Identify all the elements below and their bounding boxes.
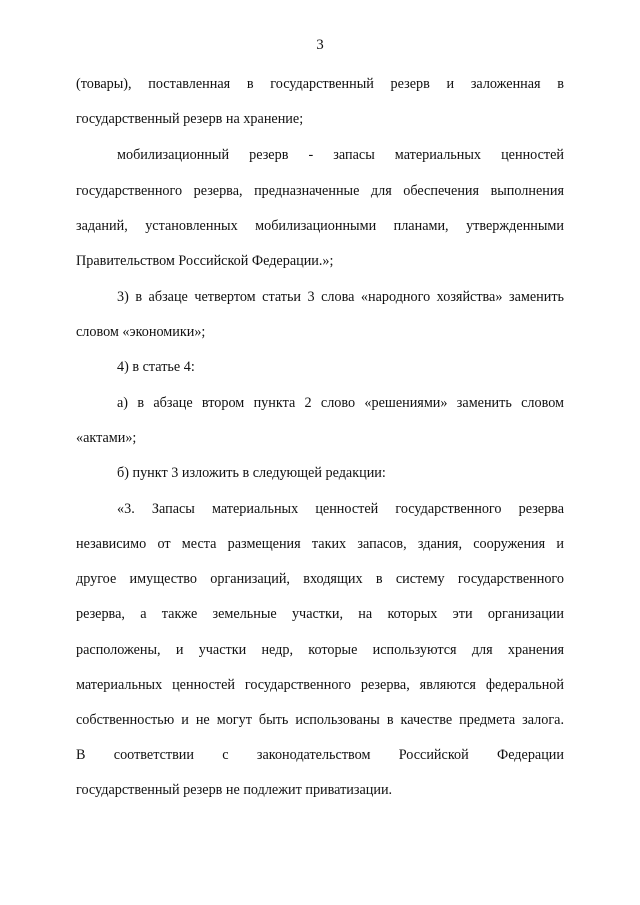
text-line: словом «экономики»; (76, 324, 206, 340)
page-number: 3 (316, 37, 324, 53)
text-line: Правительством Российской Федерации.»; (76, 253, 334, 269)
text-line: «3. Запасы материальных ценностей государственного резерва (117, 501, 564, 517)
text-line: независимо от места размещения таких запасов, здания, сооружения и (76, 536, 564, 552)
text-line: государственный резерв на хранение; (76, 111, 304, 127)
text-line: 4) в статье 4: (117, 359, 195, 375)
text-line: «актами»; (76, 430, 137, 446)
text-line: государственного резерва, предназначенные для обеспечения выполнения (76, 183, 564, 199)
text-line: (товары), поставленная в государственный резерв и заложенная в (76, 76, 564, 92)
text-line: б) пункт 3 изложить в следующей редакции: (117, 465, 386, 481)
text-line: расположены, и участки недр, которые используются для хранения (76, 642, 564, 658)
text-line: а) в абзаце втором пункта 2 слово «решениями» заменить словом (117, 395, 564, 411)
text-line: другое имущество организаций, входящих в систему государственного (76, 571, 564, 587)
text-line: резерва, а также земельные участки, на которых эти организации (76, 606, 564, 622)
text-line: материальных ценностей государственного резерва, являются федеральной (76, 677, 564, 693)
text-line: заданий, установленных мобилизационными планами, утвержденными (76, 218, 564, 234)
text-line: собственностью и не могут быть использованы в качестве предмета залога. (76, 712, 564, 728)
text-line: мобилизационный резерв - запасы материальных ценностей (117, 147, 564, 163)
text-line: 3) в абзаце четвертом статьи 3 слова «народного хозяйства» заменить (117, 289, 564, 305)
text-line: государственный резерв не подлежит приватизации. (76, 782, 393, 798)
text-line: В соответствии с законодательством Российской Федерации (76, 747, 564, 763)
